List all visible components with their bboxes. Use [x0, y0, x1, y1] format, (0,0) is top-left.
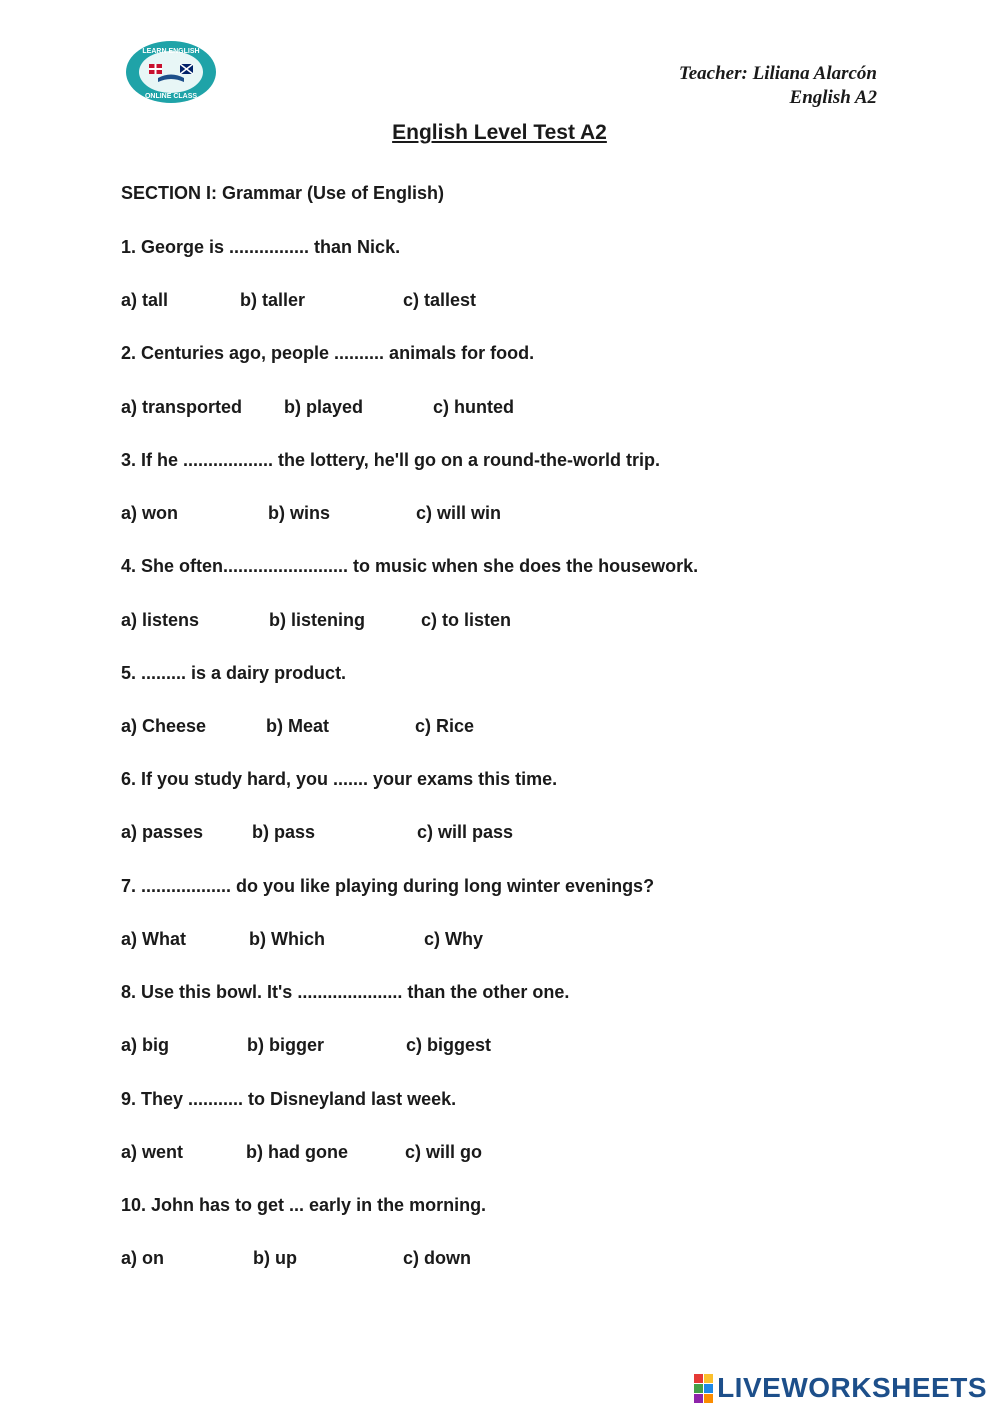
q1-option-a[interactable]: a) tall	[121, 290, 169, 310]
question-7: 7. .................. do you like playing during long winter evenings?	[121, 876, 655, 896]
q8-option-a[interactable]: a) big	[121, 1035, 169, 1055]
q9-option-c[interactable]: c) will go	[405, 1142, 483, 1162]
q8-option-c[interactable]: c) biggest	[406, 1035, 492, 1055]
question-2: 2. Centuries ago, people .......... animals for food.	[121, 343, 535, 363]
question-10: 10. John has to get ... early in the morning.	[121, 1195, 487, 1215]
q8-option-b[interactable]: b) bigger	[247, 1035, 324, 1055]
page-title: English Level Test A2	[392, 121, 607, 144]
teacher-name: Teacher: Liliana Alarcón	[678, 63, 877, 84]
question-3: 3. If he .................. the lottery, he'll go on a round-the-world trip.	[121, 450, 660, 470]
section-heading: SECTION I: Grammar (Use of English)	[121, 183, 445, 203]
q1-option-c[interactable]: c) tallest	[403, 290, 477, 310]
liveworksheets-brand[interactable]	[694, 1372, 987, 1404]
q7-option-c[interactable]: c) Why	[424, 929, 484, 949]
q6-option-a[interactable]: a) passes	[121, 822, 204, 842]
question-8: 8. Use this bowl. It's ..................... than the other one.	[121, 982, 570, 1002]
q10-option-a[interactable]: a) on	[121, 1248, 164, 1268]
live-badge-icon	[694, 1374, 713, 1403]
q7-option-a[interactable]: a) What	[121, 929, 186, 949]
q3-option-c[interactable]: c) will win	[416, 503, 502, 523]
teacher-block	[679, 62, 877, 110]
question-4: 4. She often......................... to music when she does the housework.	[121, 556, 699, 576]
logo-top-text: LEARN ENGLISH	[142, 48, 200, 55]
question-5: 5. ......... is a dairy product.	[121, 663, 347, 683]
logo-bottom-text: ONLINE CLASS	[144, 93, 198, 100]
brand-text: LIVEWORKSHEETS	[717, 1372, 987, 1403]
school-logo	[125, 40, 217, 104]
q4-option-c[interactable]: c) to listen	[421, 610, 512, 630]
q9-option-a[interactable]: a) went	[121, 1142, 184, 1162]
q9-option-b[interactable]: b) had gone	[246, 1142, 348, 1162]
q5-option-a[interactable]: a) Cheese	[121, 716, 207, 736]
q7-option-b[interactable]: b) Which	[249, 929, 325, 949]
q2-option-a[interactable]: a) transported	[121, 397, 243, 417]
q6-option-b[interactable]: b) pass	[252, 822, 316, 842]
q2-option-b[interactable]: b) played	[284, 397, 364, 417]
q6-option-c[interactable]: c) will pass	[417, 822, 514, 842]
q3-option-b[interactable]: b) wins	[268, 503, 330, 523]
course-name: English A2	[789, 87, 877, 108]
q2-option-c[interactable]: c) hunted	[433, 397, 514, 417]
question-9: 9. They ........... to Disneyland last week.	[121, 1089, 457, 1109]
q5-option-b[interactable]: b) Meat	[266, 716, 329, 736]
q4-option-a[interactable]: a) listens	[121, 610, 200, 630]
question-6: 6. If you study hard, you ....... your exams this time.	[121, 769, 558, 789]
q10-option-b[interactable]: b) up	[253, 1248, 297, 1268]
q4-option-b[interactable]: b) listening	[269, 610, 365, 630]
q3-option-a[interactable]: a) won	[121, 503, 178, 523]
q5-option-c[interactable]: c) Rice	[415, 716, 475, 736]
q1-option-b[interactable]: b) taller	[240, 290, 306, 310]
question-1: 1. George is ................ than Nick.	[121, 237, 401, 257]
q10-option-c[interactable]: c) down	[403, 1248, 471, 1268]
